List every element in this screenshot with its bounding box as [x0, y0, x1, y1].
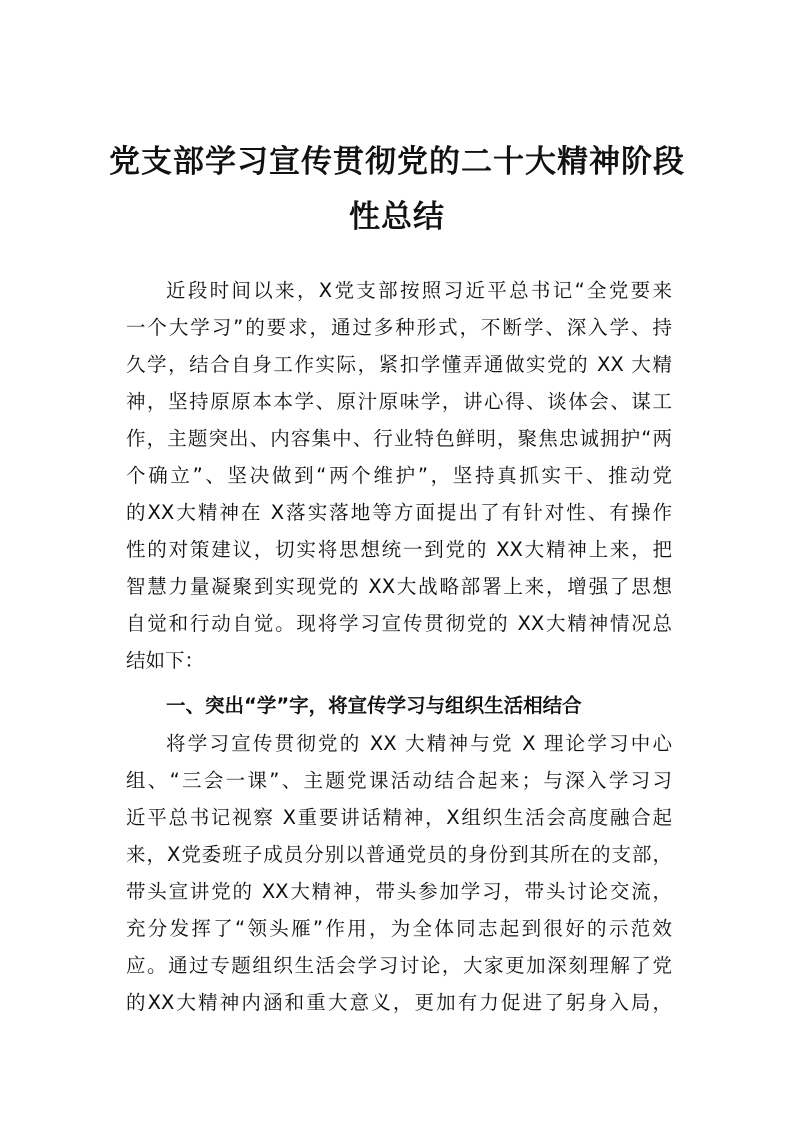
text-line: 组、“三会一课”、主题党课活动结合起来；与深入学习习: [126, 769, 672, 792]
text-line: 带头宣讲党的 XX大精神，带头参加学习，带头讨论交流，: [126, 880, 672, 903]
paragraph-section-1: [126, 725, 672, 1021]
text-line: 神，坚持原原本本学、原汁原味学，讲心得、谈体会、谋工: [126, 390, 672, 413]
text-line: 性的对策建议，切实将思想统一到党的 XX大精神上来，把: [126, 538, 672, 561]
text-line: 久学，结合自身工作实际，紧扣学懂弄通做实党的 XX 大精: [126, 353, 672, 376]
text-line: 来，X党委班子成员分别以普通党员的身份到其所在的支部，: [126, 843, 672, 866]
text-line: 的XX大精神内涵和重大意义，更加有力促进了躬身入局，: [126, 991, 672, 1014]
text-line: 近段时间以来，X党支部按照习近平总书记“全党要来: [166, 279, 672, 302]
document-title-line-2: 性总结: [349, 199, 445, 235]
text-line: 的XX大精神在 X落实落地等方面提出了有针对性、有操作: [126, 501, 672, 524]
paragraph-intro: [126, 272, 672, 679]
text-line: 近平总书记视察 X重要讲话精神，X组织生活会高度融合起: [126, 806, 672, 829]
text-line: 充分发挥了“领头雁”作用，为全体同志起到很好的示范效: [126, 917, 672, 940]
text-line: 将学习宣传贯彻党的 XX 大精神与党 X 理论学习中心: [166, 732, 672, 755]
document-title-line-1: 党支部学习宣传贯彻党的二十大精神阶段: [109, 144, 685, 180]
text-line: 自觉和行动自觉。现将学习宣传贯彻党的 XX大精神情况总: [126, 612, 672, 635]
text-line: 个确立”、坚决做到“两个维护”，坚持真抓实干、推动党: [126, 464, 672, 487]
text-line: 一个大学习”的要求，通过多种形式，不断学、深入学、持: [126, 316, 672, 339]
text-line: 作，主题突出、内容集中、行业特色鲜明，聚焦忠诚拥护“两: [126, 427, 672, 450]
text-line: 应。通过专题组织生活会学习讨论，大家更加深刻理解了党: [126, 954, 672, 977]
text-line: 智慧力量凝聚到实现党的 XX大战略部署上来，增强了思想: [126, 575, 672, 598]
text-line: 结如下：: [126, 649, 205, 672]
document-body: [126, 272, 672, 1021]
section-heading-1: 一、突出“学”字，将宣传学习与组织生活相结合: [166, 694, 582, 717]
